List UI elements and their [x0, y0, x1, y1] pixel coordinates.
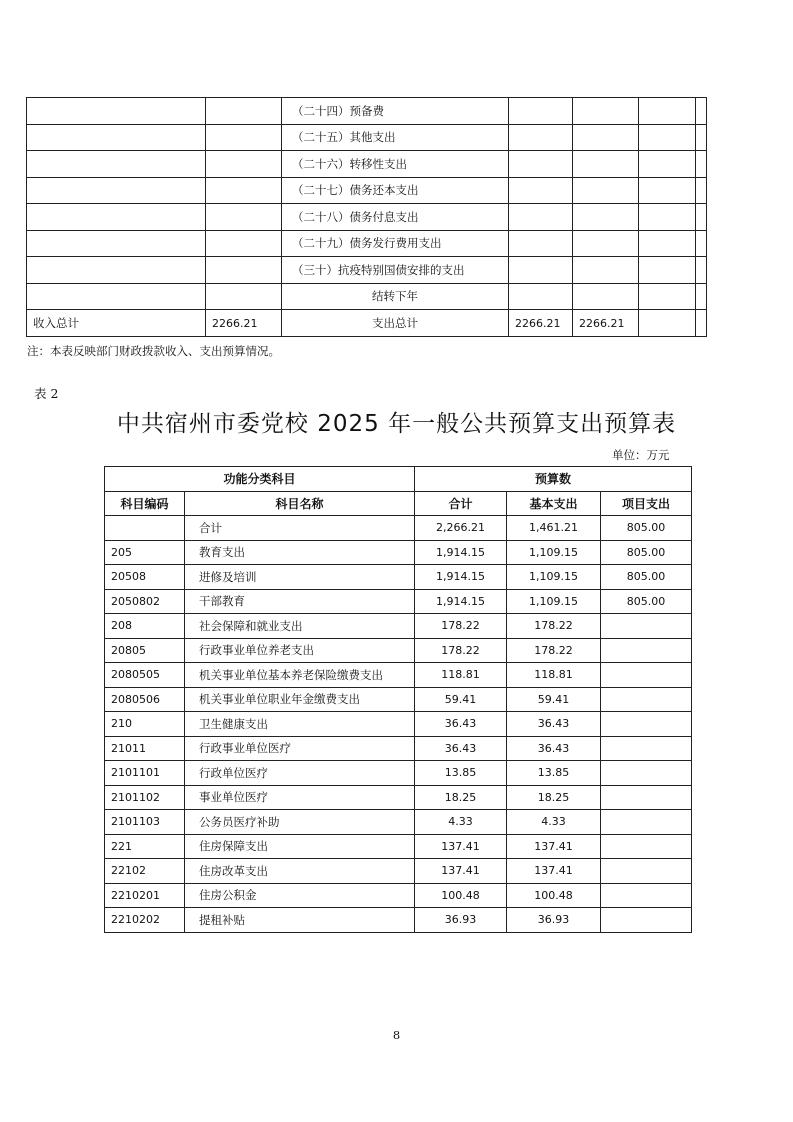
cell-empty	[509, 283, 573, 310]
cell-empty	[639, 151, 696, 178]
subject-name: 公务员医疗补助	[185, 810, 415, 835]
amount-basic: 36.43	[507, 712, 601, 737]
subject-name: 进修及培训	[185, 565, 415, 590]
table-row	[105, 638, 692, 663]
cell-empty	[509, 177, 573, 204]
amount-total: 178.22	[415, 638, 507, 663]
subject-name: 住房改革支出	[185, 859, 415, 884]
income-total-value: 2266.21	[206, 310, 282, 337]
cell-empty	[639, 257, 696, 284]
header-budget-amount: 预算数	[415, 467, 692, 492]
amount-total: 137.41	[415, 834, 507, 859]
table-row	[105, 908, 692, 933]
subject-name: 合计	[185, 516, 415, 541]
subject-name: 行政事业单位医疗	[185, 736, 415, 761]
cell-empty	[27, 124, 206, 151]
subject-name: 住房公积金	[185, 883, 415, 908]
income-total-label: 收入总计	[27, 310, 206, 337]
amount-total: 1,914.15	[415, 565, 507, 590]
cell-empty	[206, 257, 282, 284]
header-row-columns	[105, 491, 692, 516]
subject-code: 20805	[105, 638, 185, 663]
income-expense-table	[26, 97, 707, 337]
table-row	[105, 736, 692, 761]
header-function-category: 功能分类科目	[105, 467, 415, 492]
cell-empty	[696, 177, 707, 204]
subject-code: 205	[105, 540, 185, 565]
cell-empty	[573, 230, 639, 257]
header-project: 项目支出	[601, 491, 692, 516]
subject-name: 卫生健康支出	[185, 712, 415, 737]
cell-empty	[206, 98, 282, 125]
table-row	[105, 687, 692, 712]
amount-project: 805.00	[601, 516, 692, 541]
amount-total: 36.93	[415, 908, 507, 933]
amount-total: 118.81	[415, 663, 507, 688]
amount-basic: 1,461.21	[507, 516, 601, 541]
header-name: 科目名称	[185, 491, 415, 516]
cell-empty	[639, 283, 696, 310]
table-row	[105, 761, 692, 786]
amount-total: 18.25	[415, 785, 507, 810]
amount-basic: 4.33	[507, 810, 601, 835]
cell-empty	[206, 177, 282, 204]
expense-item: （二十四）预备费	[282, 98, 509, 125]
subject-name: 行政单位医疗	[185, 761, 415, 786]
amount-basic: 118.81	[507, 663, 601, 688]
table-row	[105, 834, 692, 859]
expense-item: （二十五）其他支出	[282, 124, 509, 151]
amount-project	[601, 859, 692, 884]
subject-name: 行政事业单位养老支出	[185, 638, 415, 663]
subject-code: 208	[105, 614, 185, 639]
table-row	[105, 516, 692, 541]
subject-name: 住房保障支出	[185, 834, 415, 859]
cell-empty	[509, 151, 573, 178]
cell-empty	[696, 124, 707, 151]
subject-code: 21011	[105, 736, 185, 761]
expense-item: （二十八）债务付息支出	[282, 204, 509, 231]
subject-code	[105, 516, 185, 541]
cell-empty	[696, 257, 707, 284]
amount-project	[601, 712, 692, 737]
subject-code: 2101103	[105, 810, 185, 835]
amount-basic: 18.25	[507, 785, 601, 810]
header-basic: 基本支出	[507, 491, 601, 516]
cell-empty	[27, 151, 206, 178]
amount-total: 59.41	[415, 687, 507, 712]
cell-empty	[639, 124, 696, 151]
cell-empty	[206, 230, 282, 257]
cell-empty	[696, 98, 707, 125]
expense-item: 结转下年	[282, 283, 509, 310]
amount-total: 13.85	[415, 761, 507, 786]
cell-empty	[206, 124, 282, 151]
cell-empty	[573, 124, 639, 151]
table-row	[105, 883, 692, 908]
summary-row	[27, 310, 707, 337]
expense-item: （二十九）债务发行费用支出	[282, 230, 509, 257]
cell-empty	[573, 177, 639, 204]
amount-basic: 36.43	[507, 736, 601, 761]
amount-basic: 178.22	[507, 638, 601, 663]
amount-project	[601, 785, 692, 810]
cell-empty	[509, 230, 573, 257]
cell-empty	[206, 283, 282, 310]
cell-empty	[696, 310, 707, 337]
amount-total: 1,914.15	[415, 589, 507, 614]
subject-code: 2101101	[105, 761, 185, 786]
subject-code: 22102	[105, 859, 185, 884]
subject-name: 机关事业单位职业年金缴费支出	[185, 687, 415, 712]
amount-basic: 178.22	[507, 614, 601, 639]
table-row	[105, 663, 692, 688]
amount-project	[601, 687, 692, 712]
table-row	[105, 810, 692, 835]
cell-empty	[639, 230, 696, 257]
cell-empty	[206, 204, 282, 231]
amount-total: 178.22	[415, 614, 507, 639]
amount-basic: 13.85	[507, 761, 601, 786]
subject-name: 教育支出	[185, 540, 415, 565]
subject-name: 机关事业单位基本养老保险缴费支出	[185, 663, 415, 688]
table-row	[105, 785, 692, 810]
cell-empty	[27, 283, 206, 310]
subject-code: 20508	[105, 565, 185, 590]
table-row	[27, 204, 707, 231]
table-row	[27, 283, 707, 310]
unit-label: 单位：万元	[612, 448, 670, 462]
cell-empty	[696, 151, 707, 178]
amount-basic: 59.41	[507, 687, 601, 712]
amount-total: 100.48	[415, 883, 507, 908]
table-row	[27, 177, 707, 204]
amount-total: 137.41	[415, 859, 507, 884]
cell-empty	[509, 257, 573, 284]
cell-empty	[206, 151, 282, 178]
amount-basic: 36.93	[507, 908, 601, 933]
cell-empty	[27, 177, 206, 204]
amount-project	[601, 834, 692, 859]
amount-project	[601, 883, 692, 908]
subject-code: 2050802	[105, 589, 185, 614]
cell-empty	[509, 124, 573, 151]
table-row	[105, 540, 692, 565]
amount-total: 1,914.15	[415, 540, 507, 565]
subject-name: 干部教育	[185, 589, 415, 614]
amount-project	[601, 736, 692, 761]
amount-total: 36.43	[415, 736, 507, 761]
table-row	[27, 230, 707, 257]
subject-code: 2210202	[105, 908, 185, 933]
subject-code: 221	[105, 834, 185, 859]
expense-item: （二十六）转移性支出	[282, 151, 509, 178]
expense-col2-value: 2266.21	[573, 310, 639, 337]
page-title: 中共宿州市委党校 2025 年一般公共预算支出预算表	[116, 411, 677, 437]
table1-note: 注：本表反映部门财政拨款收入、支出预算情况。	[27, 344, 280, 358]
cell-empty	[696, 283, 707, 310]
page-number: 8	[392, 1028, 401, 1042]
table-row	[27, 98, 707, 125]
cell-empty	[639, 204, 696, 231]
subject-code: 2080506	[105, 687, 185, 712]
amount-basic: 1,109.15	[507, 565, 601, 590]
cell-empty	[509, 98, 573, 125]
amount-project	[601, 614, 692, 639]
table-row	[105, 712, 692, 737]
cell-empty	[639, 98, 696, 125]
amount-basic: 137.41	[507, 859, 601, 884]
subject-name: 社会保障和就业支出	[185, 614, 415, 639]
amount-project	[601, 908, 692, 933]
amount-project	[601, 810, 692, 835]
expense-total-value: 2266.21	[509, 310, 573, 337]
table-row	[105, 589, 692, 614]
amount-total: 2,266.21	[415, 516, 507, 541]
cell-empty	[573, 151, 639, 178]
amount-project	[601, 761, 692, 786]
subject-code: 2101102	[105, 785, 185, 810]
table-row	[27, 124, 707, 151]
table-label: 表 2	[34, 386, 59, 401]
cell-empty	[573, 283, 639, 310]
amount-total: 4.33	[415, 810, 507, 835]
amount-basic: 137.41	[507, 834, 601, 859]
expense-total-label: 支出总计	[282, 310, 509, 337]
expense-item: （三十）抗疫特别国债安排的支出	[282, 257, 509, 284]
subject-name: 提租补贴	[185, 908, 415, 933]
table-row	[27, 151, 707, 178]
table-row	[27, 257, 707, 284]
table-row	[105, 859, 692, 884]
subject-code: 210	[105, 712, 185, 737]
cell-empty	[696, 204, 707, 231]
amount-project: 805.00	[601, 540, 692, 565]
table-row	[105, 614, 692, 639]
cell-empty	[27, 230, 206, 257]
cell-empty	[573, 257, 639, 284]
subject-name: 事业单位医疗	[185, 785, 415, 810]
cell-empty	[27, 204, 206, 231]
expense-item: （二十七）债务还本支出	[282, 177, 509, 204]
cell-empty	[27, 257, 206, 284]
header-code: 科目编码	[105, 491, 185, 516]
amount-project	[601, 663, 692, 688]
table-row	[105, 565, 692, 590]
amount-basic: 1,109.15	[507, 589, 601, 614]
cell-empty	[573, 204, 639, 231]
cell-empty	[509, 204, 573, 231]
amount-project: 805.00	[601, 565, 692, 590]
cell-empty	[573, 98, 639, 125]
subject-code: 2210201	[105, 883, 185, 908]
header-row-groups	[105, 467, 692, 492]
amount-project	[601, 638, 692, 663]
budget-expenditure-table	[104, 466, 692, 933]
cell-empty	[639, 310, 696, 337]
cell-empty	[639, 177, 696, 204]
amount-basic: 1,109.15	[507, 540, 601, 565]
amount-project: 805.00	[601, 589, 692, 614]
amount-basic: 100.48	[507, 883, 601, 908]
header-total: 合计	[415, 491, 507, 516]
cell-empty	[27, 98, 206, 125]
cell-empty	[696, 230, 707, 257]
subject-code: 2080505	[105, 663, 185, 688]
amount-total: 36.43	[415, 712, 507, 737]
